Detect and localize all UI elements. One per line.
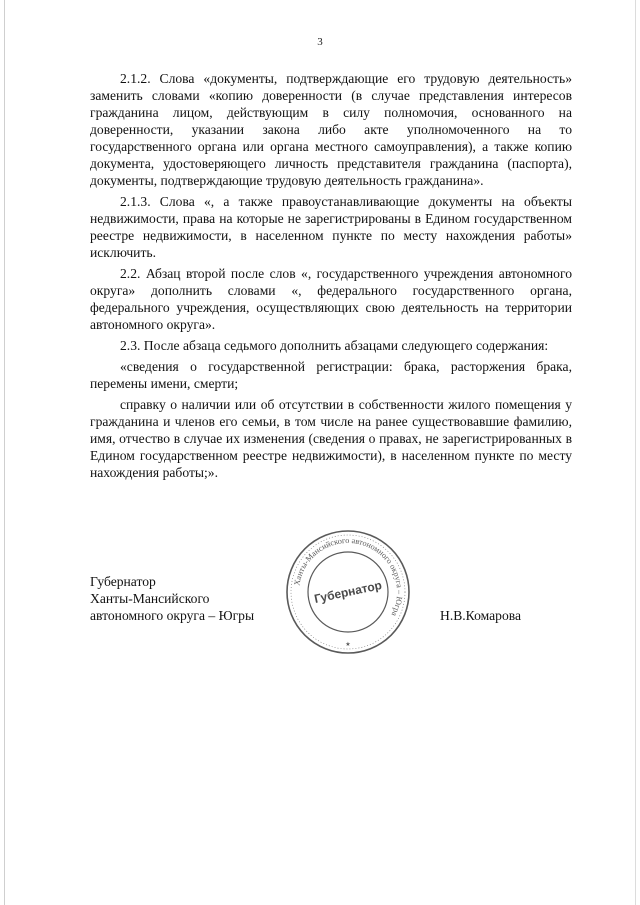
seal-center-text: Губернатор bbox=[312, 578, 384, 606]
signatory-title bbox=[90, 573, 290, 624]
document-body bbox=[90, 70, 572, 485]
page-edge-left bbox=[4, 0, 5, 905]
signatory-name: Н.В.Комарова bbox=[440, 608, 522, 623]
seal-star-icon: ★ bbox=[345, 641, 351, 648]
paragraph-insert-2: справку о наличии или об отсутствии в собственности жилого помещения у гражданина и членов его семьи, в том числе на ранее существовавшие фамилию, имя, отчество в случае их изменения (сведения о правах, не зарегистрированных в Едином государственном реестре недвижимости), в населенном пункте по месту нахождения работы;». bbox=[90, 397, 572, 480]
paragraph-insert-1: «сведения о государственной регистрации: брака, расторжения брака, перемены имени, смерти; bbox=[90, 359, 572, 391]
official-seal-stamp bbox=[284, 528, 412, 656]
paragraph-2-3: 2.3. После абзаца седьмого дополнить абзацами следующего содержания: bbox=[120, 338, 549, 353]
signatory-title-line: Губернатор bbox=[90, 574, 156, 589]
signatory-title-line: Ханты-Мансийского bbox=[90, 591, 210, 606]
paragraph-2-1-2: 2.1.2. Слова «документы, подтверждающие его трудовую деятельность» заменить словами «копию доверенности (в случае представления интересов гражданина лицом, действующим в силу полномочия, основанного на доверенности, указании закона либо акте уполномоченного на то государственного органа или органа местного самоуправления), а также копию документа, удостоверяющего личность представителя гражданина (паспорта), документы, подтверждающие трудовую деятельность гражданина». bbox=[90, 71, 572, 188]
page-number: 3 bbox=[317, 36, 323, 48]
paragraph-2-2: 2.2. Абзац второй после слов «, государственного учреждения автономного округа» дополнить словами «, федерального государственного органа, федерального учреждения, осуществляющих свою деятельность на территории автономного округа». bbox=[90, 266, 572, 332]
seal-ring-text: Ханты-Мансийского автономного округа – Югра bbox=[292, 535, 405, 618]
signatory-title-line: автономного округа – Югры bbox=[90, 608, 255, 623]
paragraph-2-1-3: 2.1.3. Слова «, а также правоустанавливающие документы на объекты недвижимости, права на которые не зарегистрированы в Едином государственном реестре недвижимости, в населенном пункте по месту нахождения работы» исключить. bbox=[90, 194, 572, 260]
page-edge-right bbox=[635, 0, 636, 905]
